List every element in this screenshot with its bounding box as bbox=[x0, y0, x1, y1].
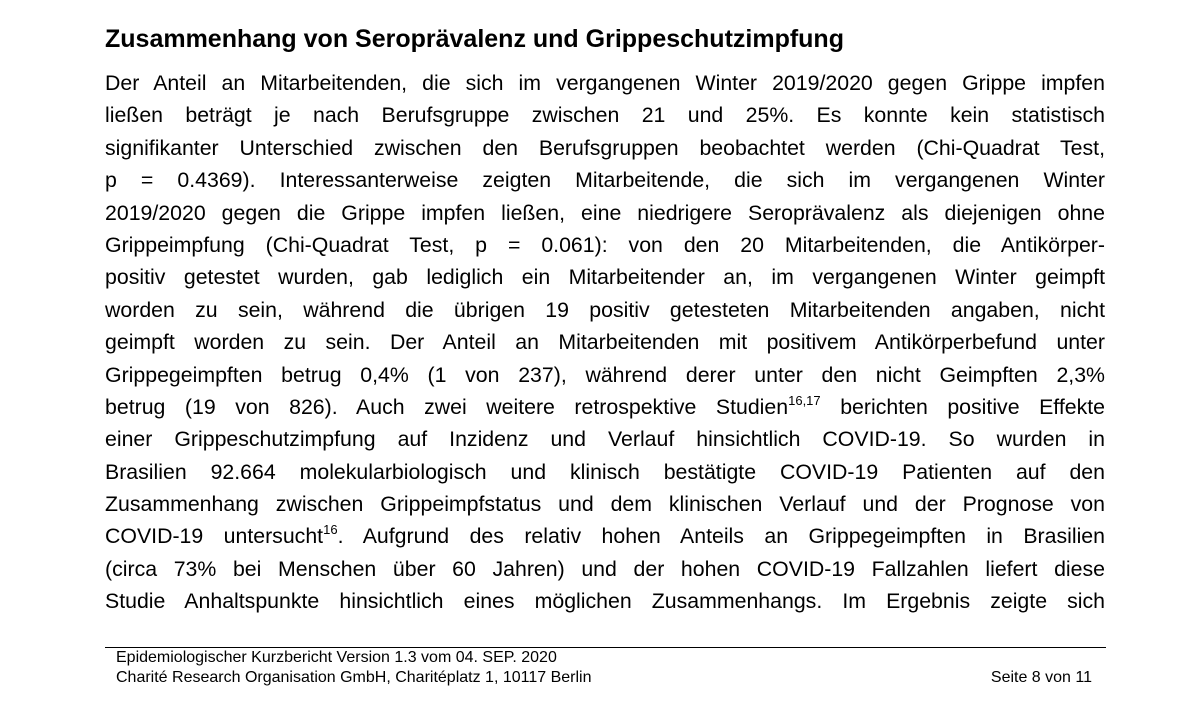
body-line: Studie Anhaltspunkte hinsichtlich eines möglichen Zusammenhangs. Im Ergebnis zeigte sich bbox=[105, 589, 1105, 614]
body-line: geimpft worden zu sein. Der Anteil an Mitarbeitenden mit positivem Antikörperbefund unter bbox=[105, 330, 1105, 355]
body-line: COVID-19 untersucht$^{16}$. Aufgrund des relativ hohen Anteils an Grippegeimpften in Brasilien bbox=[105, 522, 1105, 549]
body-line: einer Grippeschutzimpfung auf Inzidenz und Verlauf hinsichtlich COVID-19. So wurden in bbox=[105, 427, 1105, 452]
citation-superscript: 16 bbox=[323, 522, 338, 538]
page-number: Seite 8 von 11 bbox=[990, 669, 1092, 686]
body-line: signifikanter Unterschied zwischen den Berufsgruppen beobachtet werden (Chi-Quadrat Test, bbox=[105, 135, 1105, 160]
footer-organisation: Charité Research Organisation GmbH, Charitéplatz 1, 10117 Berlin bbox=[116, 669, 592, 686]
body-line: Brasilien 92.664 molekularbiologisch und klinisch bestätigte COVID-19 Patienten auf den bbox=[105, 459, 1105, 484]
body-line: 2019/2020 gegen die Grippe impfen ließen, eine niedrigere Seroprävalenz als diejenigen ohne bbox=[105, 200, 1105, 225]
citation-superscript: 16,17 bbox=[788, 392, 821, 408]
body-line: Grippegeimpften betrug 0,4% (1 von 237), während derer unter den nicht Geimpften 2,3% bbox=[105, 362, 1105, 387]
footer-report-version: Epidemiologischer Kurzbericht Version 1.3 vom 04. SEP. 2020 bbox=[116, 649, 557, 666]
body-paragraph bbox=[105, 67, 1105, 618]
body-line: (circa 73% bei Menschen über 60 Jahren) und der hohen COVID-19 Fallzahlen liefert diese bbox=[105, 556, 1105, 581]
body-line: worden zu sein, während die übrigen 19 positiv getesteten Mitarbeitenden angaben, nicht bbox=[105, 297, 1105, 322]
body-line: betrug (19 von 826). Auch zwei weitere retrospektive Studien$^{16,17}$ berichten positive Effekte bbox=[105, 392, 1105, 419]
body-line: Grippeimpfung (Chi-Quadrat Test, p = 0.061): von den 20 Mitarbeitenden, die Antikörper- bbox=[105, 232, 1105, 257]
body-line: p = 0.4369). Interessanterweise zeigten Mitarbeitende, die sich im vergangenen Winter bbox=[105, 168, 1105, 193]
body-line: ließen beträgt je nach Berufsgruppe zwischen 21 und 25%. Es konnte kein statistisch bbox=[105, 103, 1105, 128]
body-line: Der Anteil an Mitarbeitenden, die sich im vergangenen Winter 2019/2020 gegen Grippe impfen bbox=[105, 71, 1105, 95]
body-line: Zusammenhang zwischen Grippeimpfstatus und dem klinischen Verlauf und der Prognose von bbox=[105, 492, 1105, 517]
section-heading: Zusammenhang von Seroprävalenz und Grippeschutzimpfung bbox=[105, 25, 844, 53]
body-line: positiv getestet wurden, gab lediglich ein Mitarbeitender an, im vergangenen Winter geimpft bbox=[105, 265, 1105, 290]
